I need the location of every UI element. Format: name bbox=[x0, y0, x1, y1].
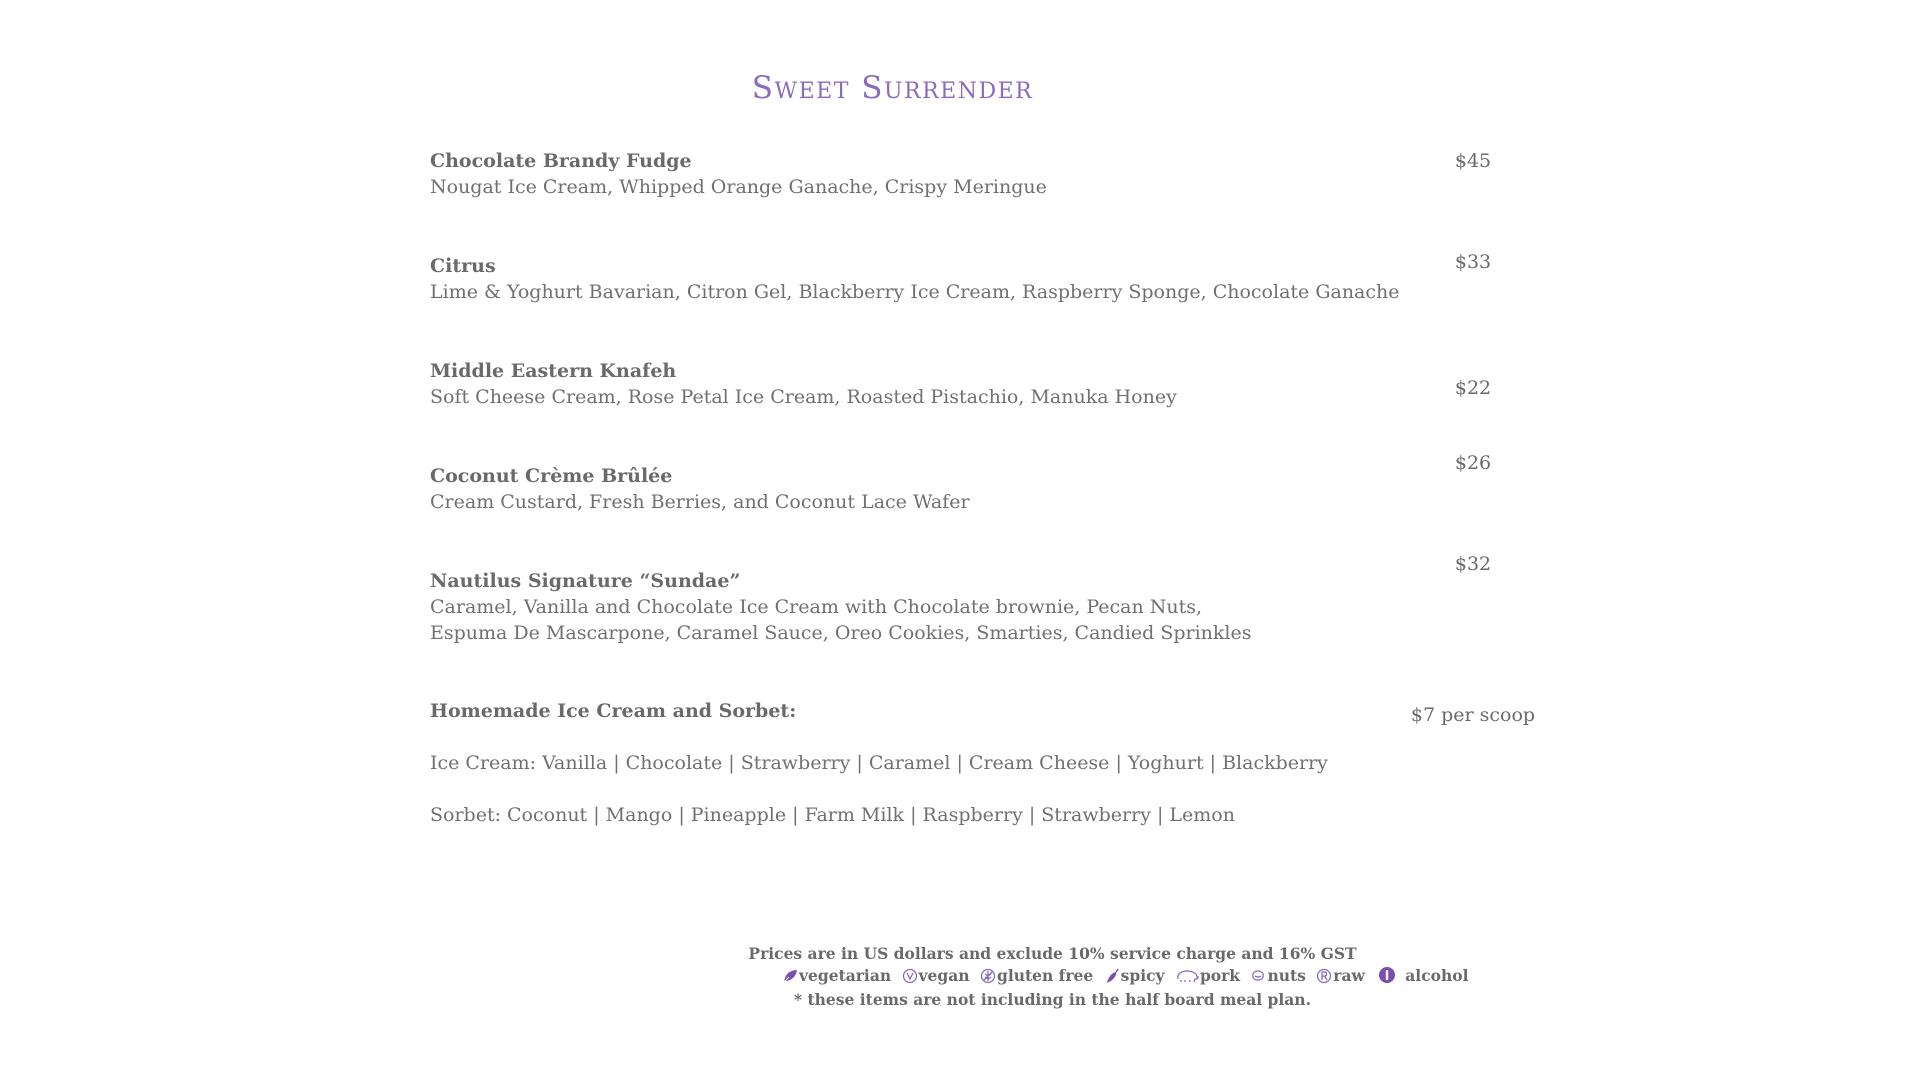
legend-label: vegetarian bbox=[799, 966, 892, 985]
menu-item bbox=[430, 148, 1430, 200]
item-price: $26 bbox=[1454, 452, 1492, 474]
homemade-heading: Homemade Ice Cream and Sorbet: bbox=[430, 700, 797, 722]
menu-item bbox=[430, 253, 1430, 305]
item-description: Cream Custard, Fresh Berries, and Coconut Lace Wafer bbox=[430, 491, 970, 513]
item-price: $45 bbox=[1454, 150, 1492, 172]
pig-icon bbox=[1175, 968, 1199, 988]
alcohol-icon bbox=[1378, 966, 1396, 988]
menu-item bbox=[430, 568, 1430, 646]
legend-label: spicy bbox=[1120, 966, 1165, 985]
sorbet-flavors: Sorbet: Coconut | Mango | Pineapple | Farm Milk | Raspberry | Strawberry | Lemon bbox=[430, 804, 1235, 826]
item-description: Lime & Yoghurt Bavarian, Citron Gel, Blackberry Ice Cream, Raspberry Sponge, Chocolate Ganache bbox=[430, 281, 1400, 303]
item-name: Coconut Crème Brûlée bbox=[430, 465, 673, 487]
chili-icon bbox=[1104, 968, 1120, 988]
item-description: Espuma De Mascarpone, Caramel Sauce, Oreo Cookies, Smarties, Candied Sprinkles bbox=[430, 622, 1252, 644]
gluten-free-icon bbox=[980, 968, 996, 988]
menu-title: Sweet Surrender bbox=[751, 70, 1034, 106]
leaf-icon bbox=[782, 968, 798, 988]
item-price: $22 bbox=[1454, 377, 1492, 399]
item-name: Nautilus Signature “Sundae” bbox=[430, 570, 741, 592]
menu-item bbox=[430, 358, 1430, 410]
ice-cream-flavors: Ice Cream: Vanilla | Chocolate | Strawberry | Caramel | Cream Cheese | Yoghurt | Blackberry bbox=[430, 752, 1328, 774]
item-name: Chocolate Brandy Fudge bbox=[430, 150, 692, 172]
legend-label: raw bbox=[1333, 966, 1365, 985]
item-price: $32 bbox=[1454, 553, 1492, 575]
prices-note: Prices are in US dollars and exclude 10% service charge and 16% GST bbox=[748, 944, 1357, 963]
legend-label: vegan bbox=[918, 966, 970, 985]
item-price: $33 bbox=[1454, 251, 1492, 273]
nut-icon bbox=[1250, 968, 1266, 988]
item-description: Soft Cheese Cream, Rose Petal Ice Cream, Roasted Pistachio, Manuka Honey bbox=[430, 386, 1177, 408]
item-name: Middle Eastern Knafeh bbox=[430, 360, 677, 382]
scoop-price: $7 per scoop bbox=[1410, 704, 1536, 726]
dietary-legend bbox=[782, 966, 1468, 988]
raw-icon bbox=[1316, 968, 1332, 988]
vegan-icon bbox=[902, 968, 918, 988]
menu-item bbox=[430, 463, 1430, 515]
legend-label: nuts bbox=[1267, 966, 1306, 985]
item-description: Caramel, Vanilla and Chocolate Ice Cream with Chocolate brownie, Pecan Nuts, bbox=[430, 596, 1203, 618]
item-description: Nougat Ice Cream, Whipped Orange Ganache, Crispy Meringue bbox=[430, 176, 1047, 198]
legend-label: gluten free bbox=[996, 966, 1094, 985]
legend-label: alcohol bbox=[1405, 966, 1469, 985]
half-board-note: * these items are not including in the half board meal plan. bbox=[794, 990, 1311, 1009]
legend-label: pork bbox=[1199, 966, 1241, 985]
item-name: Citrus bbox=[430, 255, 496, 277]
